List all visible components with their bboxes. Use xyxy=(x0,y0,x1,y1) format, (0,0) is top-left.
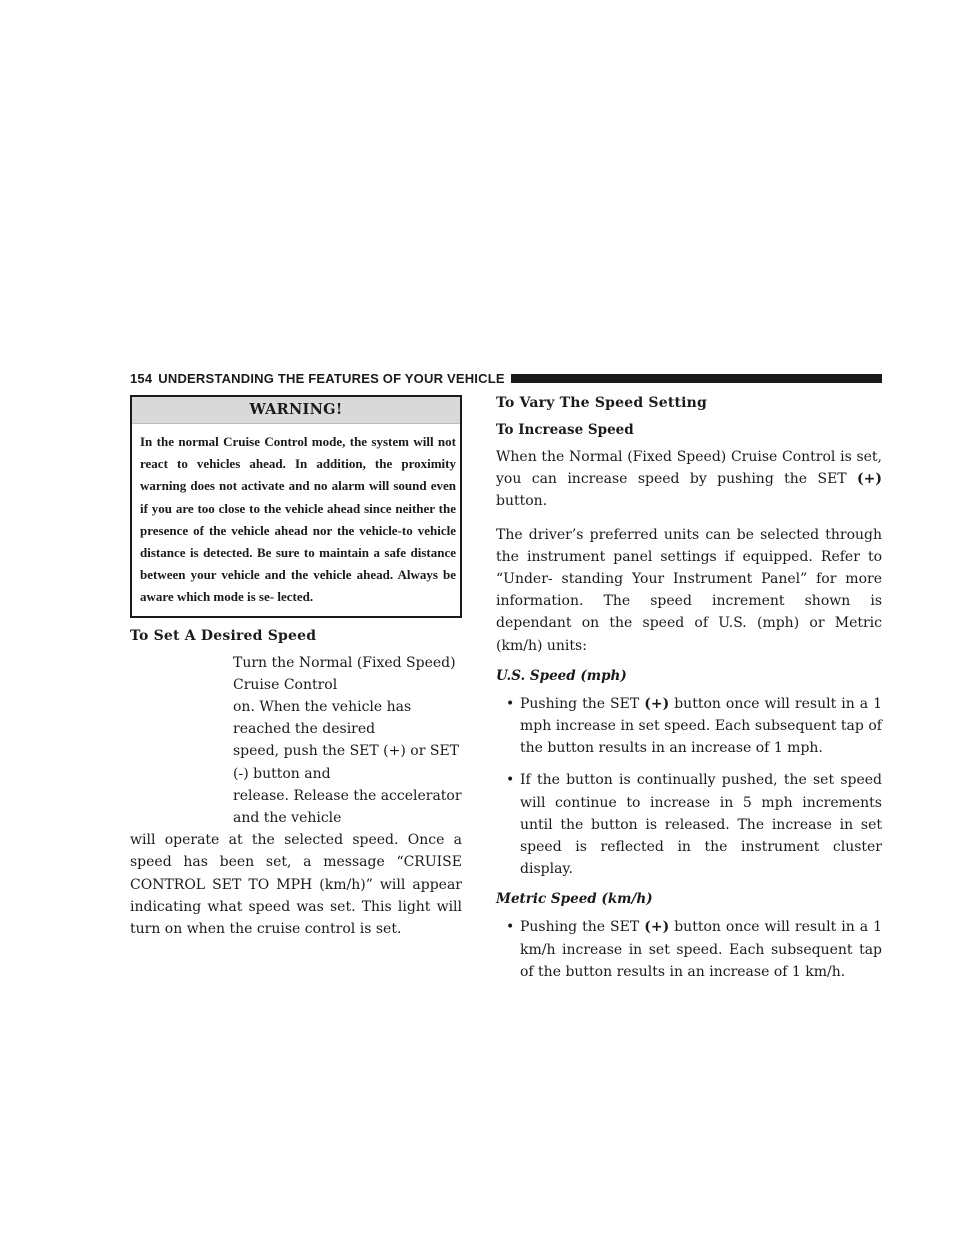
units-text: The driver’s preferred units can be selected through the instrument panel settings if equipped. Refer to “Under- standing Your Instrument Panel” for more information. The speed increment shown is dependant on the speed of U.S. (mph) or Metric (km/h) units: xyxy=(496,526,882,654)
text-run: If the button is continually pushed, the set speed will continue to increase in 5 mph increments until the button is released. The increase in set speed is reflected in the instrument cluster display. xyxy=(520,772,882,878)
header-rule xyxy=(511,374,882,383)
text-run: button once will result in a 1 km/h increase in set speed. Each subsequent tap of the button results in an increase of 1 km/h. xyxy=(520,919,882,980)
increase-speed-heading: To Increase Speed xyxy=(496,422,634,438)
list-item xyxy=(496,693,882,760)
list-item xyxy=(496,916,882,983)
bold-run: (+) xyxy=(644,919,670,936)
warning-text: In the normal Cruise Control mode, the system will not react to vehicles ahead. In addition, the proximity warning does not activate and no alarm will sound even if you are too close to the vehicle ahead since neither the presence of the vehicle ahead nor the vehicle-to vehicle distance is detected. Be sure to maintain a safe distance between your vehicle and the vehicle ahead. Always be aware which mode is se- lected. xyxy=(140,434,456,605)
us-speed-list xyxy=(496,693,882,881)
page-header xyxy=(130,369,882,387)
metric-speed-list xyxy=(496,916,882,983)
indented-line: release. Release the accelerator and the vehicle xyxy=(233,787,462,827)
set-speed-text: will operate at the selected speed. Once a speed has been set, a message “CRUISE CONTROL SET TO MPH (km/h)” will appear indicating what speed was set. This light will turn on when the cruise control is set. xyxy=(130,832,462,938)
vary-speed-heading: To Vary The Speed Setting xyxy=(496,395,708,411)
set-speed-heading: To Set A Desired Speed xyxy=(130,627,317,644)
right-column xyxy=(496,395,882,983)
text-run: button. xyxy=(496,493,548,510)
bold-run: (+) xyxy=(857,471,882,488)
warning-title: WARNING! xyxy=(132,397,460,424)
bold-run: (+) xyxy=(644,695,670,712)
text-run: Pushing the SET xyxy=(520,695,645,712)
text-run: Pushing the SET xyxy=(520,919,645,936)
warning-box xyxy=(130,395,462,618)
left-column xyxy=(130,395,462,940)
increase-speed-text xyxy=(496,446,882,513)
list-item xyxy=(496,769,882,880)
bullet: • xyxy=(506,919,515,936)
indented-line: Turn the Normal (Fixed Speed) Cruise Control xyxy=(233,654,456,693)
text-run: button once will result in a 1 mph increase in set speed. Each subsequent tap of the button results in an increase of 1 mph. xyxy=(520,695,882,757)
chapter-title: UNDERSTANDING THE FEATURES OF YOUR VEHICLE xyxy=(158,370,505,386)
bullet: • xyxy=(506,772,515,789)
indented-line: on. When the vehicle has reached the desired xyxy=(233,699,412,738)
us-speed-heading: U.S. Speed (mph) xyxy=(496,667,627,684)
indented-line: speed, push the SET (+) or SET (-) button and xyxy=(233,743,460,782)
page-number: 154 xyxy=(130,370,153,386)
set-speed-indented xyxy=(130,652,462,830)
text-run: When the Normal (Fixed Speed) Cruise Control is set, you can increase speed by pushing the SET xyxy=(496,449,882,488)
metric-speed-heading: Metric Speed (km/h) xyxy=(496,891,653,908)
bullet: • xyxy=(506,695,515,712)
